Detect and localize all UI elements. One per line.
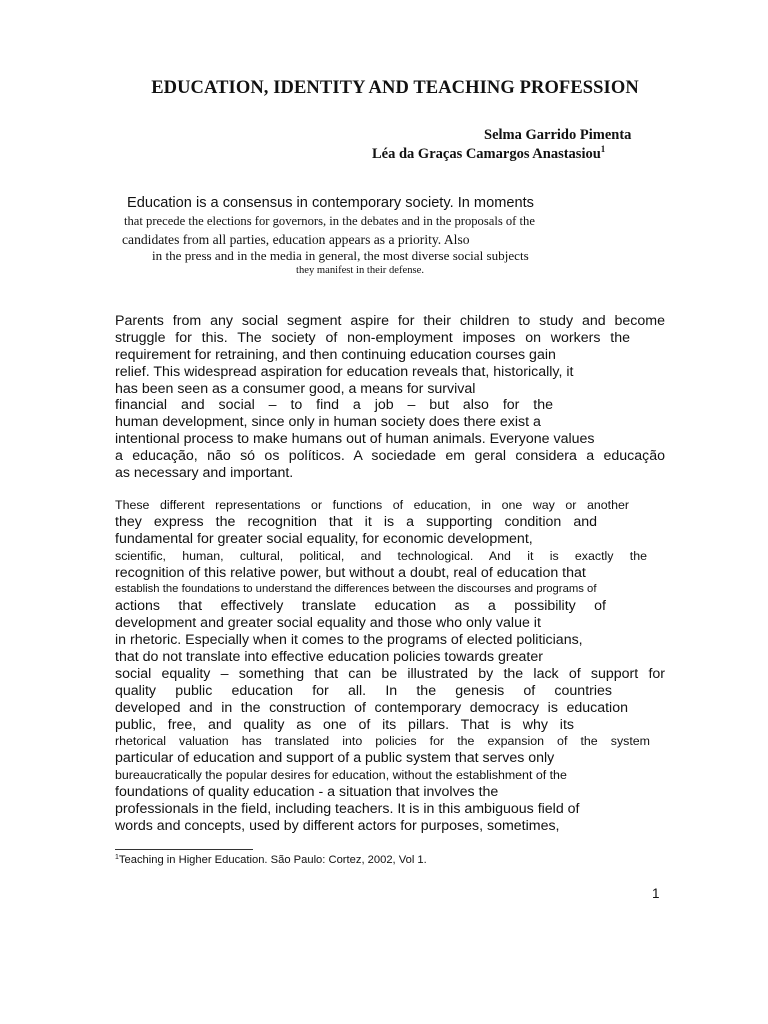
text-line: public, free, and quality as one of its pillars. That is why its [115, 716, 574, 733]
text-line: requirement for retraining, and then continuing education courses gain [115, 346, 556, 363]
author-name: Léa da Graças Camargos Anastasiou [372, 146, 601, 162]
text-line: development and greater social equality and those who only value it [115, 615, 541, 632]
text-line: scientific, human, cultural, political, and technological. And it is exactly the [115, 548, 647, 563]
footnote-marker: 1 [115, 854, 119, 861]
text-line: intentional process to make humans out of human animals. Everyone values [115, 431, 595, 448]
text-line: that do not translate into effective education policies towards greater [115, 649, 543, 666]
text-line: recognition of this relative power, but without a doubt, real of education that [115, 564, 586, 581]
text-line: they express the recognition that it is a supporting condition and [115, 513, 597, 530]
text-line: as necessary and important. [115, 465, 294, 482]
text-line: professionals in the field, including teachers. It is in this ambiguous field of [115, 801, 580, 818]
footnote-text: Teaching in Higher Education. São Paulo: Cortez, 2002, Vol 1. [118, 854, 427, 866]
page-number: 1 [652, 886, 660, 901]
text-line: These different representations or functions of education, in one way or another [115, 498, 629, 512]
text-line: financial and social – to find a job – but also for the [115, 397, 553, 414]
paragraph-1 [115, 313, 665, 482]
text-line: in rhetoric. Especially when it comes to the programs of elected politicians, [115, 632, 583, 649]
text-line: human development, since only in human society does there exist a [115, 414, 541, 431]
text-line: social equality – something that can be illustrated by the lack of support for [115, 665, 665, 682]
text-line: developed and in the construction of contemporary democracy is education [115, 699, 628, 716]
text-line: quality public education for all. In the genesis of countries [115, 682, 612, 699]
text-line: bureaucratically the popular desires for education, without the establishment of the [115, 768, 567, 783]
epigraph-line: in the press and in the media in general, the most diverse social subjects [152, 248, 529, 263]
author-name: Selma Garrido Pimenta [484, 127, 632, 143]
text-line: actions that effectively translate education as a possibility of [115, 598, 606, 615]
footnote-marker: 1 [600, 144, 606, 154]
text-line: has been seen as a consumer good, a means for survival [115, 380, 476, 397]
text-line: a educação, não só os políticos. A sociedade em geral considera a educação [115, 448, 665, 465]
text-line: Parents from any social segment aspire for their children to study and become [115, 313, 665, 329]
document-title: EDUCATION, IDENTITY AND TEACHING PROFESSION [151, 78, 639, 98]
text-line: rhetorical valuation has translated into policies for the expansion of the system [115, 734, 650, 749]
epigraph-line: they manifest in their defense. [296, 265, 424, 276]
epigraph-line: that precede the elections for governors, in the debates and in the proposals of the [124, 214, 535, 228]
text-line: relief. This widespread aspiration for education reveals that, historically, it [115, 363, 574, 380]
author-1 [484, 127, 631, 144]
author-2 [372, 146, 605, 163]
text-line: establish the foundations to understand the differences between the discourses and programs of [115, 583, 597, 596]
text-line: foundations of quality education - a situation that involves the [115, 784, 499, 801]
footnote [115, 854, 427, 866]
footnote-separator [115, 849, 253, 850]
text-line: particular of education and support of a public system that serves only [115, 750, 555, 767]
text-line: struggle for this. The society of non-employment imposes on workers the [115, 329, 630, 346]
epigraph-line: Education is a consensus in contemporary society. In moments [127, 195, 534, 211]
epigraph-line: candidates from all parties, education appears as a priority. Also [122, 232, 470, 247]
text-line: words and concepts, used by different actors for purposes, sometimes, [115, 817, 560, 834]
text-line: fundamental for greater social equality, for economic development, [115, 530, 533, 547]
paragraph-2 [115, 497, 665, 835]
